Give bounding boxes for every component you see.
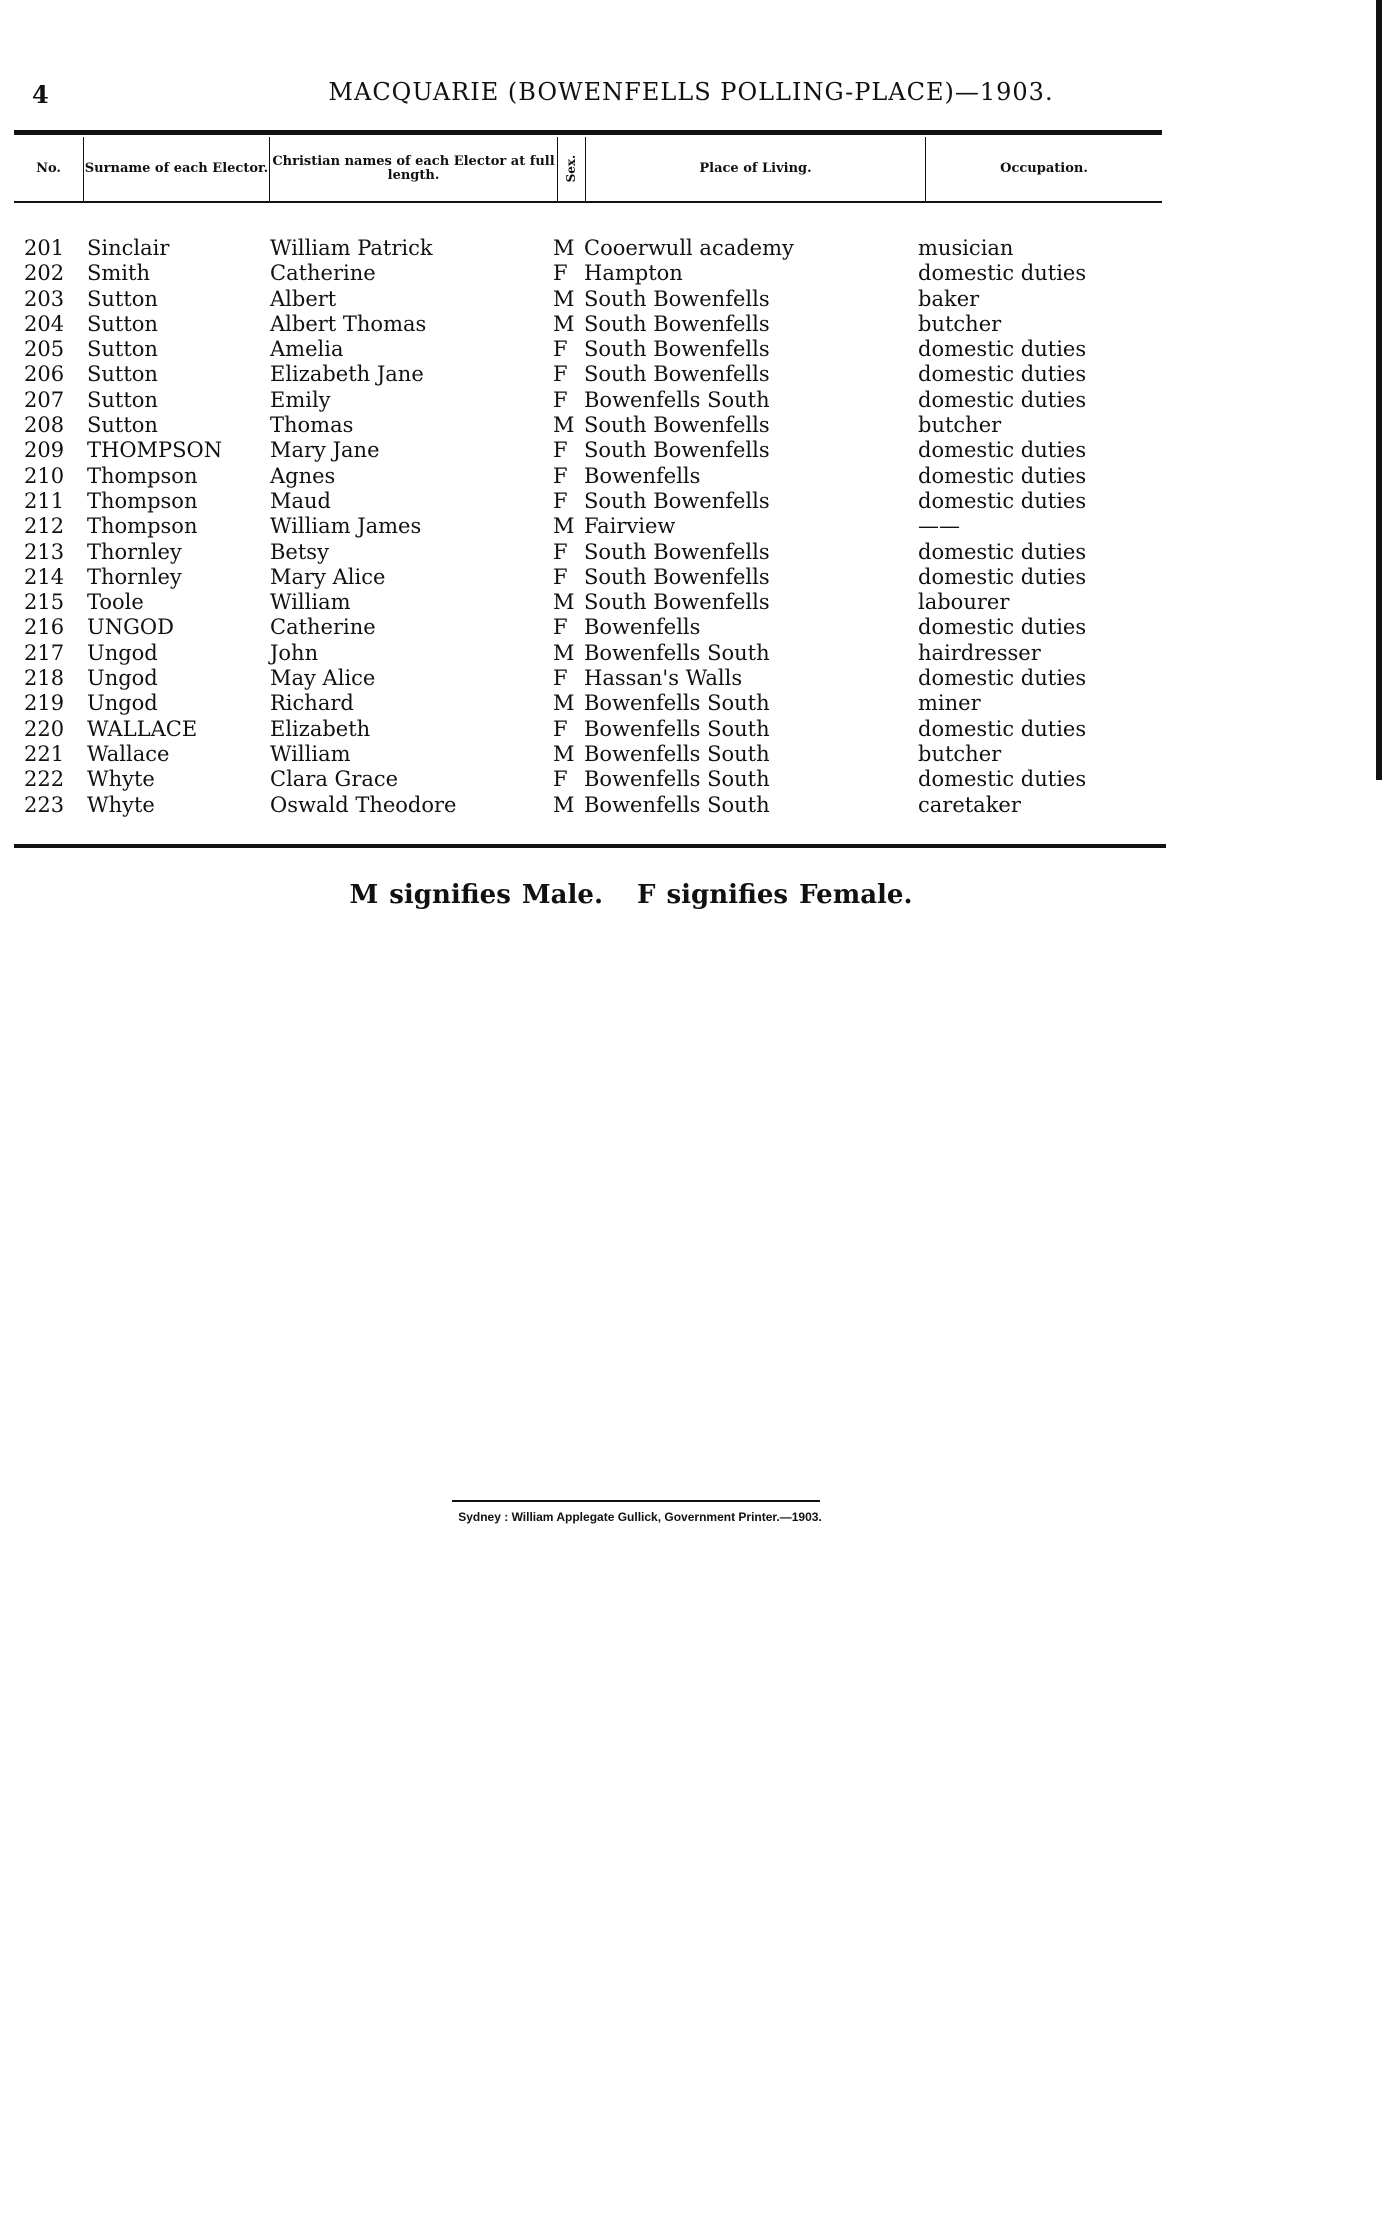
legend-female: F signifies Female.	[637, 880, 913, 910]
elector-christian-names: William Patrick	[270, 236, 433, 260]
elector-sex: F	[553, 463, 568, 488]
table-row	[0, 489, 1382, 514]
elector-surname: Ungod	[87, 640, 158, 665]
elector-place: South Bowenfells	[584, 438, 770, 463]
table-row	[0, 615, 1382, 640]
elector-sex: M	[553, 286, 575, 311]
elector-occupation: domestic duties	[918, 438, 1087, 463]
elector-no: 206	[24, 362, 65, 387]
elector-no: 209	[24, 438, 65, 463]
elector-surname: Whyte	[87, 792, 155, 817]
table-bottom-rule	[14, 844, 1166, 848]
elector-occupation: domestic duties	[918, 387, 1087, 412]
elector-christian-names: William James	[270, 514, 422, 539]
elector-occupation: butcher	[918, 311, 1002, 336]
elector-place: South Bowenfells	[584, 362, 770, 387]
elector-occupation: domestic duties	[918, 362, 1087, 387]
elector-place: South Bowenfells	[584, 564, 770, 589]
table-row	[0, 362, 1382, 387]
elector-surname: Smith	[87, 261, 150, 286]
elector-occupation: caretaker	[918, 792, 1021, 817]
table-row	[0, 287, 1382, 312]
elector-place: South Bowenfells	[584, 286, 770, 311]
elector-occupation: domestic duties	[918, 539, 1087, 564]
elector-christian-names: Oswald Theodore	[270, 792, 457, 817]
table-row	[0, 641, 1382, 666]
elector-sex: F	[553, 337, 568, 362]
elector-occupation: domestic duties	[918, 488, 1087, 513]
legend-male: M signifies Male.	[349, 880, 603, 910]
page-title: MACQUARIE (BOWENFELLS POLLING-PLACE)—1903.	[328, 78, 1054, 106]
elector-surname: Thompson	[87, 488, 198, 513]
elector-place: Bowenfells	[584, 615, 701, 640]
elector-sex: M	[553, 741, 575, 766]
table-row	[0, 438, 1382, 463]
table-row	[0, 261, 1382, 286]
elector-sex: M	[553, 311, 575, 336]
table-row	[0, 312, 1382, 337]
elector-place: Bowenfells South	[584, 792, 770, 817]
elector-place: Bowenfells South	[584, 741, 770, 766]
elector-sex: M	[553, 590, 575, 615]
elector-sex: F	[553, 615, 568, 640]
elector-sex: M	[553, 640, 575, 665]
elector-occupation: domestic duties	[918, 666, 1087, 691]
elector-no: 212	[24, 514, 65, 539]
elector-christian-names: Amelia	[270, 337, 344, 362]
elector-christian-names: Clara Grace	[270, 767, 399, 792]
imprint-rule	[452, 1500, 820, 1502]
page-number: 4	[32, 80, 49, 109]
page-edge-shadow	[1376, 0, 1382, 780]
elector-occupation: domestic duties	[918, 564, 1087, 589]
table-row	[0, 793, 1382, 818]
elector-place: Bowenfells South	[584, 640, 770, 665]
elector-place: South Bowenfells	[584, 311, 770, 336]
elector-no: 202	[24, 261, 65, 286]
elector-christian-names: John	[270, 640, 319, 665]
printer-imprint: Sydney : William Applegate Gullick, Government Printer.—1903.	[458, 1510, 822, 1524]
elector-surname: Sutton	[87, 311, 158, 336]
table-row	[0, 742, 1382, 767]
elector-place: Bowenfells South	[584, 716, 770, 741]
elector-sex: M	[553, 413, 575, 438]
elector-place: Bowenfells South	[584, 387, 770, 412]
header-christian-names: Christian names of each Elector at full length.	[270, 137, 558, 201]
table-row	[0, 565, 1382, 590]
elector-christian-names: Maud	[270, 488, 331, 513]
elector-no: 211	[24, 488, 65, 513]
elector-place: South Bowenfells	[584, 413, 770, 438]
elector-occupation: butcher	[918, 741, 1002, 766]
elector-no: 210	[24, 463, 65, 488]
header-occupation: Occupation.	[1000, 160, 1088, 176]
elector-surname: Sutton	[87, 413, 158, 438]
electors-list	[0, 236, 1382, 818]
elector-surname: Ungod	[87, 691, 158, 716]
elector-no: 218	[24, 666, 65, 691]
elector-no: 216	[24, 615, 65, 640]
elector-occupation: ——	[918, 514, 960, 539]
elector-place: South Bowenfells	[584, 590, 770, 615]
elector-occupation: domestic duties	[918, 716, 1087, 741]
elector-occupation: domestic duties	[918, 615, 1087, 640]
sex-legend	[0, 880, 1262, 910]
elector-no: 201	[24, 236, 65, 260]
elector-place: Bowenfells	[584, 463, 701, 488]
elector-christian-names: Betsy	[270, 539, 329, 564]
elector-surname: Sinclair	[87, 236, 170, 260]
elector-surname: Sutton	[87, 337, 158, 362]
elector-christian-names: William	[270, 590, 351, 615]
elector-place: South Bowenfells	[584, 488, 770, 513]
elector-sex: M	[553, 236, 575, 260]
elector-surname: UNGOD	[87, 615, 174, 640]
elector-sex: F	[553, 387, 568, 412]
elector-occupation: domestic duties	[918, 261, 1087, 286]
elector-occupation: butcher	[918, 413, 1002, 438]
elector-christian-names: Emily	[270, 387, 331, 412]
table-row	[0, 767, 1382, 792]
elector-surname: WALLACE	[87, 716, 198, 741]
table-row	[0, 590, 1382, 615]
table-row	[0, 717, 1382, 742]
elector-christian-names: Elizabeth	[270, 716, 371, 741]
header-sex: Sex.	[558, 137, 586, 201]
elector-place: South Bowenfells	[584, 337, 770, 362]
elector-sex: F	[553, 716, 568, 741]
table-row	[0, 236, 1382, 261]
table-row	[0, 514, 1382, 539]
elector-no: 219	[24, 691, 65, 716]
elector-sex: F	[553, 539, 568, 564]
elector-no: 221	[24, 741, 65, 766]
elector-place: Cooerwull academy	[584, 236, 794, 260]
elector-surname: Ungod	[87, 666, 158, 691]
table-row	[0, 388, 1382, 413]
elector-surname: Whyte	[87, 767, 155, 792]
elector-no: 203	[24, 286, 65, 311]
elector-sex: F	[553, 438, 568, 463]
header-no: No.	[14, 137, 84, 201]
elector-occupation: domestic duties	[918, 767, 1087, 792]
elector-occupation: domestic duties	[918, 337, 1087, 362]
elector-sex: F	[553, 564, 568, 589]
elector-christian-names: Elizabeth Jane	[270, 362, 424, 387]
elector-occupation: musician	[918, 236, 1014, 260]
elector-place: Hampton	[584, 261, 683, 286]
elector-sex: M	[553, 691, 575, 716]
elector-no: 205	[24, 337, 65, 362]
elector-sex: F	[553, 767, 568, 792]
elector-surname: THOMPSON	[87, 438, 223, 463]
table-row	[0, 691, 1382, 716]
elector-sex: M	[553, 514, 575, 539]
elector-no: 217	[24, 640, 65, 665]
table-row	[0, 413, 1382, 438]
elector-christian-names: Mary Jane	[270, 438, 380, 463]
elector-christian-names: William	[270, 741, 351, 766]
table-row	[0, 540, 1382, 565]
elector-surname: Thornley	[87, 539, 182, 564]
elector-surname: Sutton	[87, 286, 158, 311]
header-top-rule	[14, 130, 1162, 135]
header-place: Place of Living.	[586, 137, 926, 201]
table-row	[0, 464, 1382, 489]
elector-surname: Thornley	[87, 564, 182, 589]
elector-sex: F	[553, 488, 568, 513]
table-row	[0, 666, 1382, 691]
header-surname: Surname of each Elector.	[84, 137, 270, 201]
elector-christian-names: Mary Alice	[270, 564, 386, 589]
elector-christian-names: Agnes	[270, 463, 336, 488]
elector-surname: Sutton	[87, 362, 158, 387]
elector-surname: Thompson	[87, 463, 198, 488]
elector-place: South Bowenfells	[584, 539, 770, 564]
elector-surname: Toole	[87, 590, 144, 615]
elector-christian-names: May Alice	[270, 666, 376, 691]
elector-christian-names: Thomas	[270, 413, 354, 438]
elector-no: 207	[24, 387, 65, 412]
elector-occupation: miner	[918, 691, 981, 716]
elector-sex: M	[553, 792, 575, 817]
elector-no: 214	[24, 564, 65, 589]
elector-surname: Wallace	[87, 741, 170, 766]
elector-no: 223	[24, 792, 65, 817]
table-row	[0, 337, 1382, 362]
elector-christian-names: Catherine	[270, 261, 376, 286]
elector-occupation: labourer	[918, 590, 1010, 615]
elector-sex: F	[553, 261, 568, 286]
elector-place: Bowenfells South	[584, 691, 770, 716]
elector-no: 204	[24, 311, 65, 336]
elector-christian-names: Albert Thomas	[270, 311, 427, 336]
elector-christian-names: Richard	[270, 691, 354, 716]
elector-no: 222	[24, 767, 65, 792]
elector-no: 215	[24, 590, 65, 615]
elector-no: 208	[24, 413, 65, 438]
elector-christian-names: Catherine	[270, 615, 376, 640]
table-header	[14, 137, 1162, 203]
elector-place: Bowenfells South	[584, 767, 770, 792]
elector-place: Hassan's Walls	[584, 666, 743, 691]
elector-occupation: domestic duties	[918, 463, 1087, 488]
elector-surname: Sutton	[87, 387, 158, 412]
elector-no: 213	[24, 539, 65, 564]
elector-sex: F	[553, 666, 568, 691]
elector-sex: F	[553, 362, 568, 387]
elector-place: Fairview	[584, 514, 676, 539]
elector-occupation: hairdresser	[918, 640, 1041, 665]
elector-no: 220	[24, 716, 65, 741]
elector-surname: Thompson	[87, 514, 198, 539]
elector-occupation: baker	[918, 286, 980, 311]
elector-christian-names: Albert	[270, 286, 337, 311]
